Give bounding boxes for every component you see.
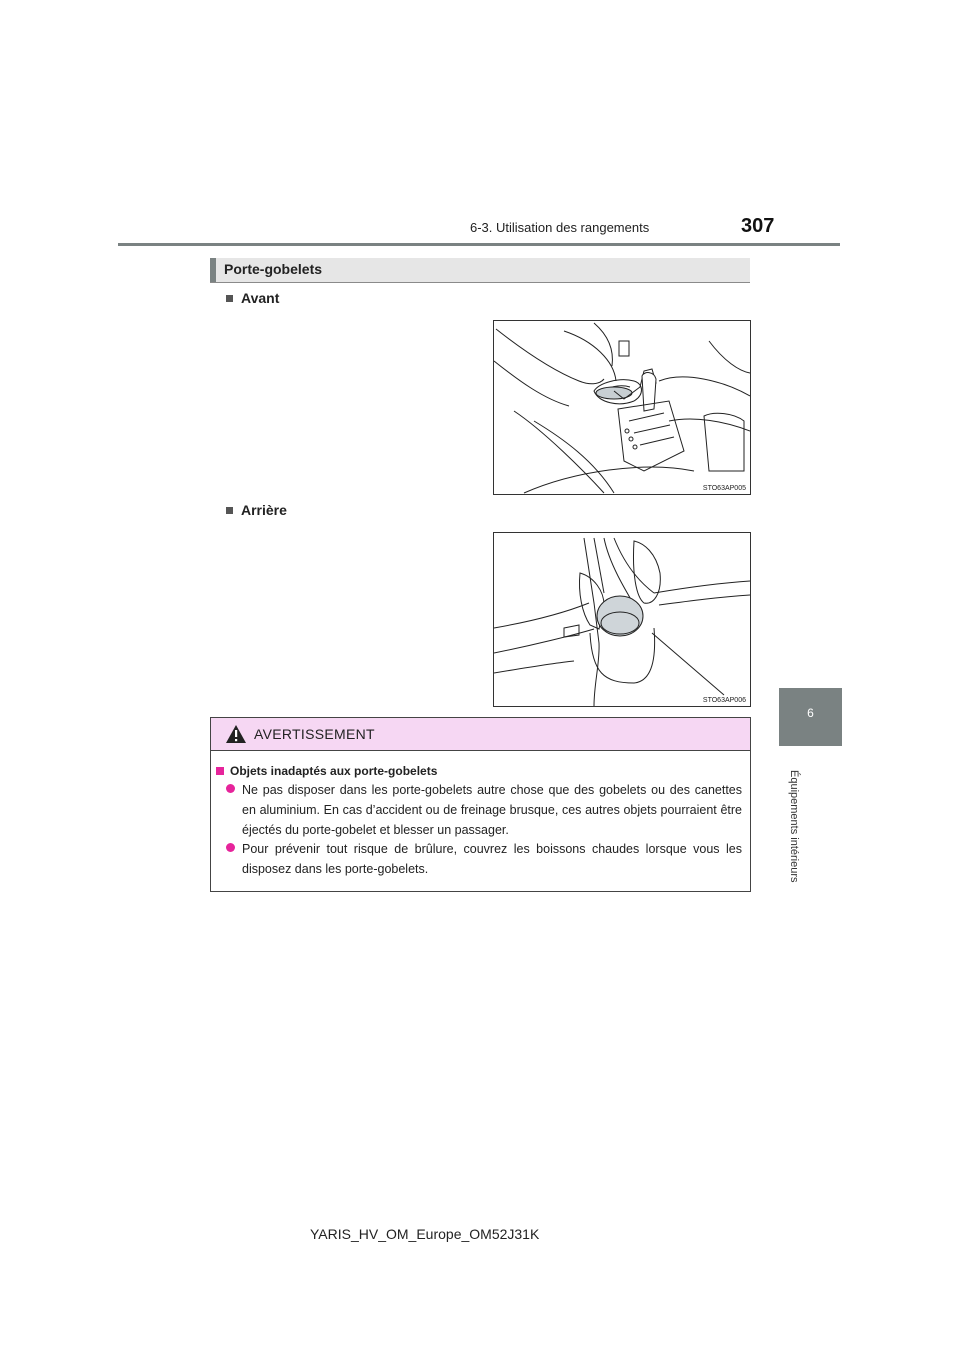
subsection-heading-front: [226, 290, 279, 306]
chapter-side-title-text: Équipements intérieurs: [788, 770, 800, 883]
subsection-rear-label: Arrière: [241, 502, 287, 518]
pink-dot-bullet-icon: [226, 784, 235, 793]
document-footer-code: YARIS_HV_OM_Europe_OM52J31K: [310, 1226, 540, 1242]
rear-cup-holder-figure: [493, 532, 751, 707]
warning-bullet-1: [226, 780, 742, 840]
figure-code-front: STO63AP005: [702, 485, 746, 492]
running-header-section: 6-3. Utilisation des rangements: [470, 220, 650, 235]
warning-bullet-2: [226, 839, 742, 879]
square-bullet-icon: [226, 295, 233, 302]
chapter-tab-number: 6: [807, 706, 814, 720]
page-number: 307: [741, 215, 775, 237]
section-title-accent: [210, 258, 216, 282]
warning-triangle-icon: [225, 724, 247, 749]
rear-cup-holder-illustration: [494, 533, 750, 706]
front-cup-holder-illustration: [494, 321, 750, 494]
pink-square-bullet-icon: [216, 767, 224, 775]
figure-code-rear: STO63AP006: [702, 697, 746, 704]
chapter-side-title: [784, 770, 804, 890]
front-cup-holder-figure: [493, 320, 751, 495]
warning-title: AVERTISSEMENT: [254, 726, 375, 742]
subsection-heading-rear: [226, 502, 287, 518]
square-bullet-icon: [226, 507, 233, 514]
warning-subtitle-row: [216, 764, 437, 778]
warning-bullet-1-text: Ne pas disposer dans les porte-gobelets autre chose que des gobelets ou des canettes en aluminium. En cas d’accident ou de freinage brusque, ces autres objets pourraient être éjectés du porte-gobelet et blesser un passager.: [242, 783, 742, 837]
warning-subtitle: Objets inadaptés aux porte-gobelets: [230, 764, 438, 778]
warning-bullet-2-text: Pour prévenir tout risque de brûlure, couvrez les boissons chaudes lorsque vous les disposez dans les porte-gobelets.: [242, 842, 742, 876]
pink-dot-bullet-icon: [226, 843, 235, 852]
header-rule: [118, 243, 840, 246]
section-title: Porte-gobelets: [224, 261, 323, 277]
subsection-front-label: Avant: [241, 290, 280, 306]
